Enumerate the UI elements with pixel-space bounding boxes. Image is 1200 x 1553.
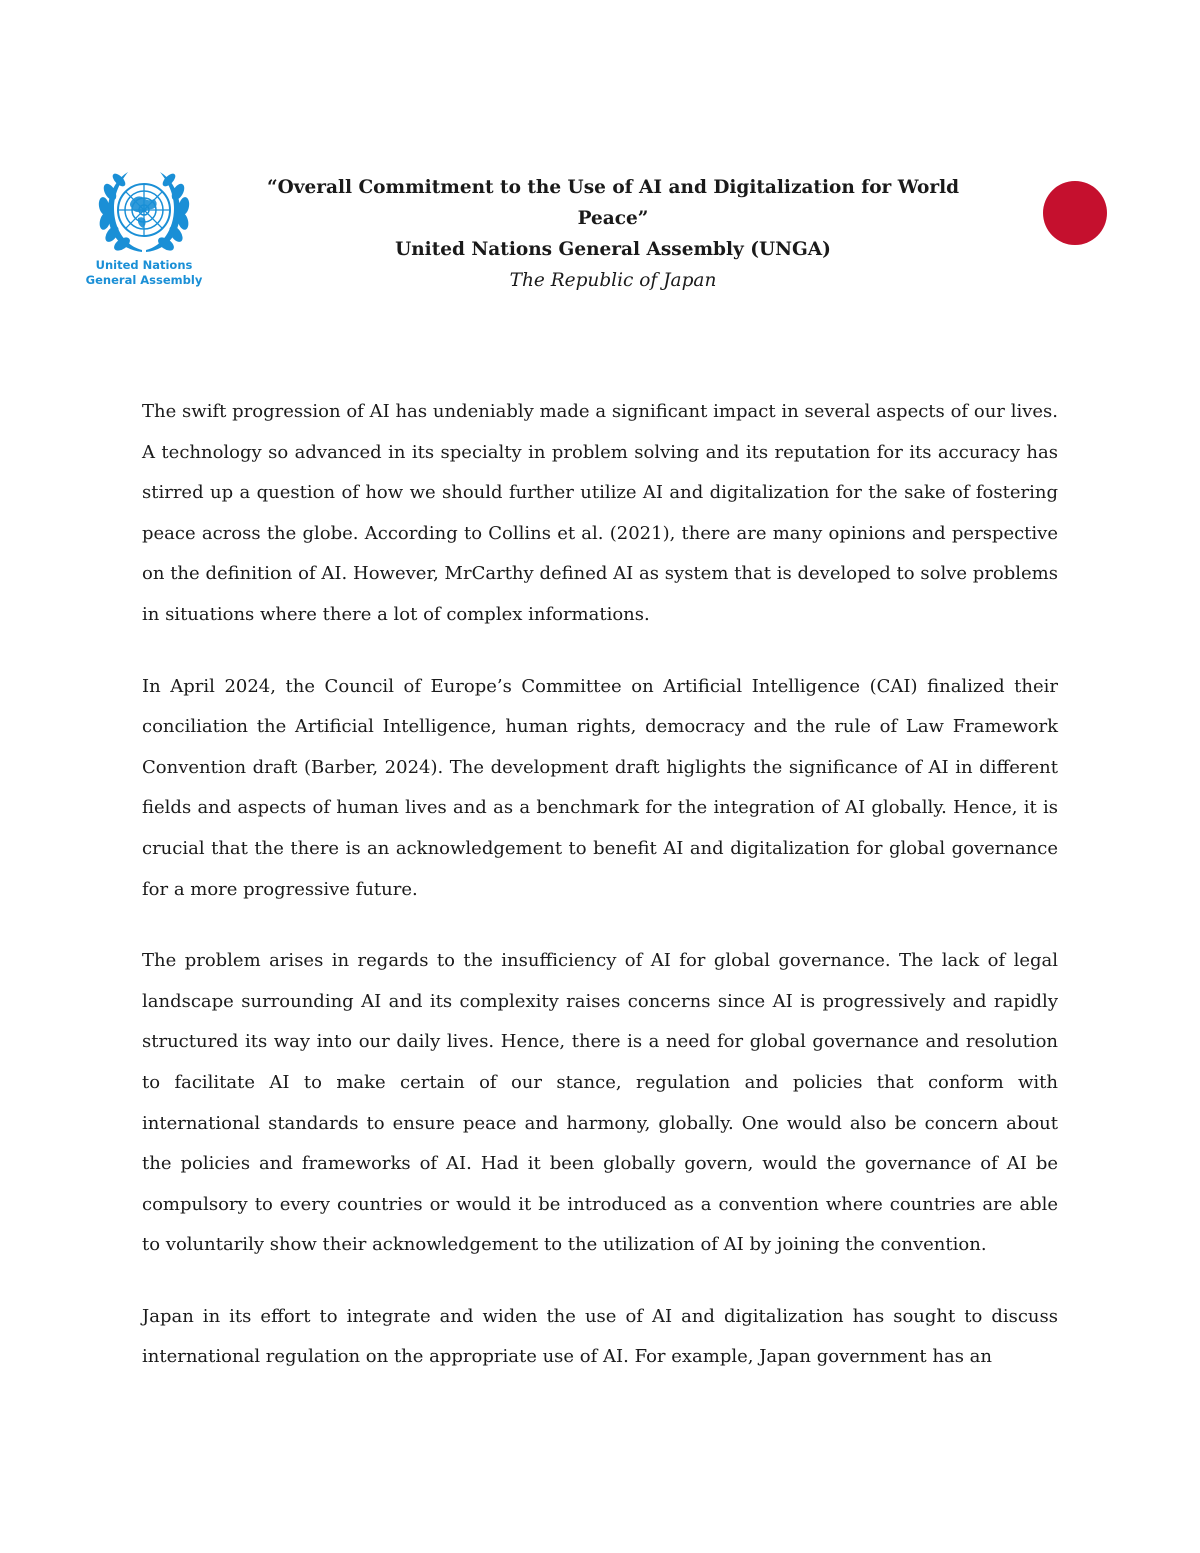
document-body [142,392,1058,1409]
paragraph: In April 2024, the Council of Europe’s Committee on Artificial Intelligence (CAI) finalized their conciliation the Artificial Intelligence, human rights, democracy and the rule of Law Framework Convention draft (Barber, 2024). The development draft higlights the significance of AI in different fields and aspects of human lives and as a benchmark for the integration of AI globally. Hence, it is crucial that the there is an acknowledgement to benefit AI and digitalization for global governance for a more progressive future. [142,675,1058,900]
un-logo-line1: United Nations [95,258,193,272]
document-header [230,172,996,296]
document-subtitle: United Nations General Assembly (UNGA) [395,239,831,260]
un-general-assembly-logo [84,166,204,292]
paragraph: Japan in its effort to integrate and widen the use of AI and digitalization has sought to discuss international regulation on the appropriate use of AI. For example, Japan government has an [142,1305,1058,1368]
paragraph: The problem arises in regards to the insufficiency of AI for global governance. The lack of legal landscape surrounding AI and its complexity raises concerns since AI is progressively and rapidly structured its way into our daily lives. Hence, there is a need for global governance and resolution to facilitate AI to make certain of our stance, regulation and policies that conform with international standards to ensure peace and harmony, globally. One would also be concern about the policies and frameworks of AI. Had it been globally govern, would the governance of AI be compulsory to every countries or would it be introduced as a convention where countries are able to voluntarily show their acknowledgement to the utilization of AI by joining the convention. [142,950,1058,1256]
un-logo-caption [84,258,204,288]
document-country: The Republic of Japan [509,270,717,291]
un-emblem-icon [84,166,204,258]
un-logo-line2: General Assembly [85,273,203,287]
document-title: “Overall Commitment to the Use of AI and Digitalization for World Peace” [266,177,960,229]
japan-flag-circle-icon [1043,181,1107,245]
paragraph: The swift progression of AI has undeniably made a significant impact in several aspects of our lives. A technology so advanced in its specialty in problem solving and its reputation for its accuracy has stirred up a question of how we should further utilize AI and digitalization for the sake of fostering peace across the globe. According to Collins et al. (2021), there are many opinions and perspective on the definition of AI. However, MrCarthy defined AI as system that is developed to solve problems in situations where there a lot of complex informations. [142,401,1058,625]
